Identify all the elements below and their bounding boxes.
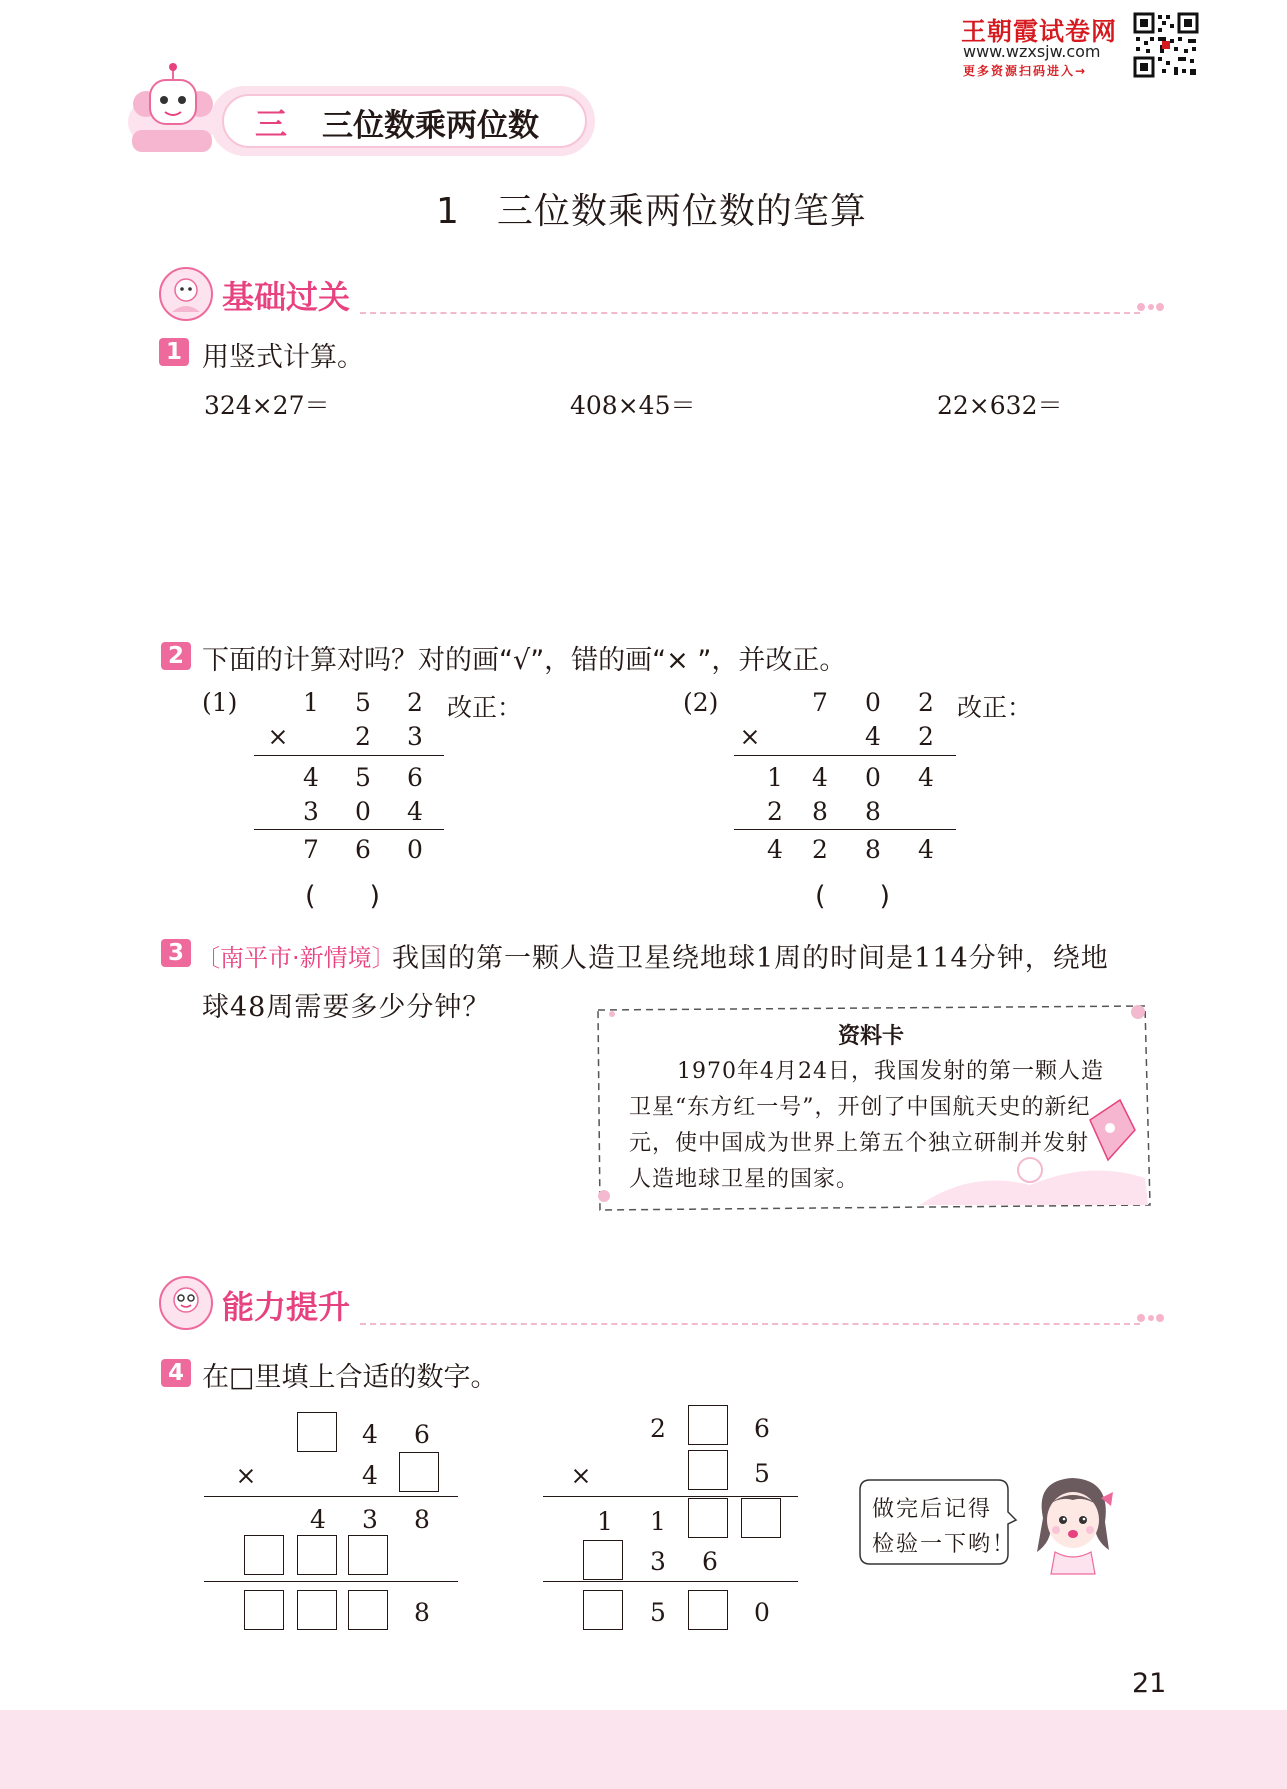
q2p2-r4-d2: 8 [812, 797, 828, 826]
q4b-r1-d1: 2 [650, 1414, 666, 1443]
q4b-r5-d1: 5 [650, 1598, 666, 1627]
info-card-line-1: 1970年4月24日，我国发射的第一颗人造 [677, 1059, 1104, 1084]
q2p1-times-sign: × [267, 722, 289, 751]
lesson-title: 1 三位数乘两位数的笔算 [436, 191, 867, 232]
q4b-r3-d2: 1 [650, 1507, 666, 1536]
girl-character-icon [1025, 1470, 1120, 1575]
question-3-source-tag: 〔南平市·新情境〕 [196, 944, 396, 972]
question-1-badge: 1 [159, 338, 189, 366]
q4a-r3-d2: 3 [362, 1505, 378, 1534]
q2p2-r5-d1: 4 [767, 835, 783, 864]
q2p1-r3-d2: 5 [355, 763, 371, 792]
q2p2-rule-1 [734, 755, 956, 756]
q2p2-r5-d4: 4 [918, 835, 934, 864]
advanced-section-icon [158, 1275, 214, 1331]
q4b-r4-d2: 6 [702, 1547, 718, 1576]
q2p2-r2-d2: 2 [918, 722, 934, 751]
q2p2-times-sign: × [739, 722, 761, 751]
q2p1-r2-d2: 3 [407, 722, 423, 751]
info-card-line-3: 元，使中国成为世界上第五个独立研制并发射 [629, 1131, 1090, 1156]
q4a-r1-d2: 6 [414, 1420, 430, 1449]
q4a-r3-d3: 8 [414, 1505, 430, 1534]
q4a-r5-d1: 8 [414, 1598, 430, 1627]
q4a-r4-box-3[interactable] [348, 1535, 388, 1575]
q2p2-rule-2 [734, 829, 956, 830]
q2p1-r5-d3: 0 [407, 835, 423, 864]
q4a-times-sign: × [235, 1461, 257, 1490]
q2p1-r1-d3: 2 [407, 688, 423, 717]
q2-part2-answer-paren[interactable]: ( ) [815, 881, 891, 912]
q4a-rule-2 [204, 1581, 458, 1582]
q1-expression-1: 324×27＝ [204, 391, 330, 420]
divider-dots-icon [1136, 300, 1166, 314]
q4b-rule-2 [543, 1581, 798, 1582]
q4b-r1-box[interactable] [688, 1405, 728, 1445]
q4b-r1-d2: 6 [754, 1414, 770, 1443]
info-card-line-4: 人造地球卫星的国家。 [629, 1167, 860, 1192]
bubble-text-line-2: 检验一下哟！ [872, 1532, 1017, 1557]
qr-code-icon[interactable] [1133, 12, 1199, 78]
q4b-r3-box-2[interactable] [741, 1498, 781, 1538]
basic-section-icon [158, 266, 214, 322]
q4b-r3-box-1[interactable] [688, 1498, 728, 1538]
q2p2-r1-d2: 0 [865, 688, 881, 717]
q4a-r5-box-3[interactable] [348, 1590, 388, 1630]
q4b-r2-d1: 5 [754, 1459, 770, 1488]
q4b-r4-box[interactable] [583, 1540, 623, 1580]
q2p1-r5-d2: 6 [355, 835, 371, 864]
q4a-r4-box-1[interactable] [244, 1535, 284, 1575]
q4a-r1-d1: 4 [362, 1420, 378, 1449]
brand-name: 王朝霞试卷网 [961, 17, 1118, 46]
q2p2-r4-d1: 2 [767, 797, 783, 826]
page-number: 21 [1132, 1668, 1167, 1699]
q2p1-r1-d2: 5 [355, 688, 371, 717]
q1-expression-3: 22×632＝ [937, 391, 1063, 420]
bubble-text-line-1: 做完后记得 [872, 1497, 993, 1522]
q4b-r4-d1: 3 [650, 1547, 666, 1576]
q4b-r3-d1: 1 [597, 1507, 613, 1536]
info-card-title: 资料卡 [838, 1024, 905, 1049]
q4a-r2-d1: 4 [362, 1461, 378, 1490]
advanced-section-title: 能力提升 [222, 1288, 351, 1326]
q4b-times-sign: × [570, 1461, 592, 1490]
info-card-line-2: 卫星“东方红一号”，开创了中国航天史的新纪 [629, 1095, 1091, 1120]
q4a-r1-box[interactable] [297, 1412, 337, 1452]
q2p1-r3-d3: 6 [407, 763, 423, 792]
q2p1-r4-d3: 4 [407, 797, 423, 826]
q2-part2-correction-label: 改正： [957, 693, 1033, 722]
q4b-r5-d2: 0 [754, 1598, 770, 1627]
q2p2-r1-d3: 2 [918, 688, 934, 717]
q2-part1-label: (1) [202, 688, 238, 717]
q2p1-r4-d2: 0 [355, 797, 371, 826]
q4b-r5-box-2[interactable] [688, 1590, 728, 1630]
q2p1-r3-d1: 4 [303, 763, 319, 792]
q2p1-r4-d1: 3 [303, 797, 319, 826]
question-2-badge: 2 [161, 642, 191, 670]
question-4-badge: 4 [161, 1359, 191, 1387]
q4b-r2-box[interactable] [688, 1450, 728, 1490]
q2p2-r5-d3: 8 [865, 835, 881, 864]
q2p2-r4-d3: 8 [865, 797, 881, 826]
basic-section-title: 基础过关 [222, 278, 351, 316]
q2p1-r5-d1: 7 [303, 835, 319, 864]
q4a-r5-box-2[interactable] [297, 1590, 337, 1630]
q4a-r3-d1: 4 [310, 1505, 326, 1534]
divider-dots-icon [1136, 1311, 1166, 1325]
q4a-r4-box-2[interactable] [297, 1535, 337, 1575]
q4a-r2-box[interactable] [399, 1452, 439, 1492]
q2-part2-label: (2) [683, 688, 719, 717]
q2p1-rule-2 [254, 829, 444, 830]
q2-part1-answer-paren[interactable]: ( ) [305, 881, 381, 912]
basic-section-divider [360, 312, 1140, 314]
q2p1-r1-d1: 1 [303, 688, 319, 717]
q4a-r5-box-1[interactable] [244, 1590, 284, 1630]
q2p2-r1-d1: 7 [812, 688, 828, 717]
question-2-prompt: 下面的计算对吗？对的画“√”，错的画“× ”，并改正。 [202, 645, 847, 676]
q2-part1-correction-label: 改正： [447, 693, 523, 722]
q1-expression-2: 408×45＝ [570, 391, 696, 420]
q2p2-r5-d2: 2 [812, 835, 828, 864]
q2p2-r3-d1: 1 [767, 763, 783, 792]
question-1-prompt: 用竖式计算。 [202, 342, 364, 373]
question-3-line-1: 我国的第一颗人造卫星绕地球1周的时间是114分钟，绕地 [392, 943, 1109, 974]
brand-url[interactable]: www.wzxsjw.com [963, 42, 1101, 61]
brand-scan-hint: 更多资源扫码进入→ [963, 64, 1088, 78]
unit-number: 三 [255, 105, 288, 143]
q2p2-r2-d1: 4 [865, 722, 881, 751]
q4b-rule-1 [543, 1496, 798, 1497]
mascot-robot-icon [112, 60, 232, 160]
advanced-section-divider [360, 1323, 1140, 1325]
q4a-rule-1 [204, 1496, 458, 1497]
q2p2-r3-d3: 0 [865, 763, 881, 792]
question-3-line-2: 球48周需要多少分钟？ [202, 992, 491, 1023]
question-4-prompt: 在□里填上合适的数字。 [202, 1362, 498, 1393]
q4b-r5-box-1[interactable] [583, 1590, 623, 1630]
q2p1-rule-1 [254, 755, 444, 756]
q2p2-r3-d2: 4 [812, 763, 828, 792]
unit-title: 三位数乘两位数 [322, 108, 539, 144]
q2p2-r3-d4: 4 [918, 763, 934, 792]
question-3-badge: 3 [161, 939, 191, 967]
q2p1-r2-d1: 2 [355, 722, 371, 751]
footer-band [0, 1710, 1287, 1789]
